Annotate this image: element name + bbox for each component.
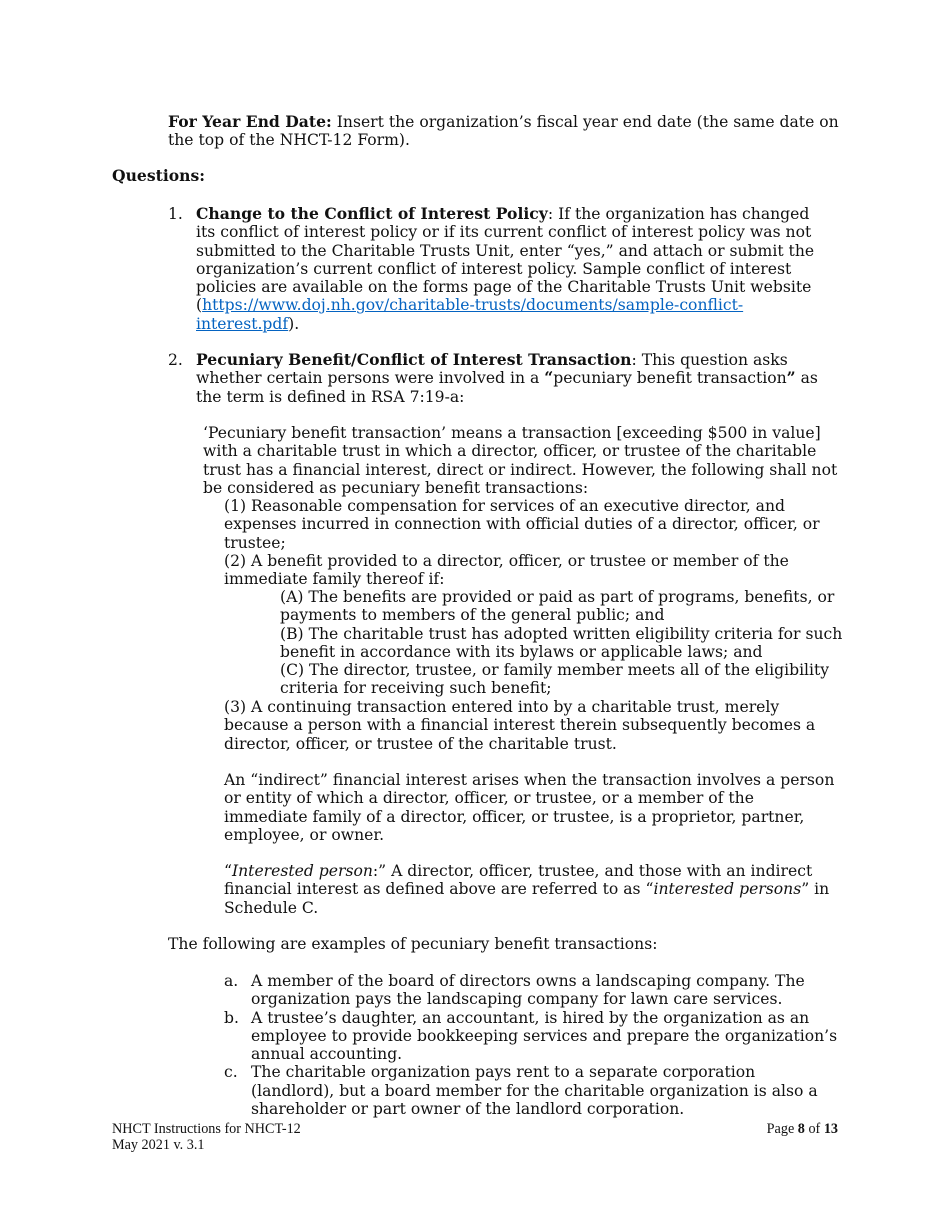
definition-intro: ‘Pecuniary benefit transaction’ means a transaction [exceeding $500 in value] with a charitable trust in which a director, officer, or trustee of the charitable trust has a financial interest, direct or indirect. However, the following shall not be considered as pecuniary benefit transactions: (203, 424, 838, 497)
year-end-label: For Year End Date: (168, 112, 332, 131)
list-item: b. A trustee’s daughter, an accountant, is hired by the organization as an employee to provide bookkeeping services and prepare the organization’s annual accounting. (224, 1008, 838, 1064)
year-end-text: Insert the organization’s fiscal year end date (the same date on the top of the NHCT-12 Form). (168, 113, 839, 150)
question-1-number: 1. (168, 205, 183, 223)
list-item: c. The charitable organization pays rent to a separate corporation (landlord), but a board member for the charitable organization is also a shareholder or part owner of the landlord corporation. (224, 1063, 818, 1119)
questions-heading: Questions: (112, 166, 206, 185)
definition-item-2: (2) A benefit provided to a director, officer, or trustee or member of the immediate family thereof if: (224, 552, 789, 589)
sample-policy-link[interactable]: https://www.doj.nh.gov/charitable-trusts/documents/sample-conflict-interest.pdf (196, 296, 744, 333)
definition-item-2a: (A) The benefits are provided or paid as part of programs, benefits, or payments to members of the general public; and (280, 588, 835, 625)
question-1-text: Change to the Conflict of Interest Policy: If the organization has changed its conflict of interest policy or if its current conflict of interest policy was not submitted to the Charitable Trusts Unit, enter “yes,” and attach or submit the organization’s current conflict of interest policy. Sample conflict of interest policies are available on the forms page of the Charitable Trusts Unit website (https://www.doj.nh.gov/charitable-trusts/documents/sample-conflict-interest.pdf). (196, 204, 815, 333)
definition-item-1: (1) Reasonable compensation for services of an executive director, and expenses incurred in connection with official duties of a director, officer, or trustee; (224, 497, 820, 552)
definition-item-2b: (B) The charitable trust has adopted written eligibility criteria for such benefit in accordance with its bylaws or applicable laws; and (280, 625, 843, 662)
interested-person-term: Interested person (231, 862, 373, 880)
question-1 (168, 205, 828, 333)
question-2-text: Pecuniary Benefit/Conflict of Interest Transaction: This question asks whether certain persons were involved in a “pecuniary benefit transaction” as the term is defined in RSA 7:19-a: (196, 350, 818, 406)
examples-intro: The following are examples of pecuniary benefit transactions: (168, 935, 658, 953)
list-item: a. A member of the board of directors owns a landscaping company. The organization pays the landscaping company for lawn care services. (224, 972, 805, 1009)
definition-item-2c: (C) The director, trustee, or family member meets all of the eligibility criteria for receiving such benefit; (280, 661, 830, 698)
question-2-title: Pecuniary Benefit/Conflict of Interest Transaction (196, 350, 632, 369)
footer-page-number: Page 8 of 13 (766, 1121, 838, 1137)
question-2-number: 2. (168, 351, 183, 369)
definition-item-3: (3) A continuing transaction entered into by a charitable trust, merely because a person with a financial interest therein subsequently becomes a director, officer, or trustee of the charitable trust. (224, 698, 816, 753)
footer-version: May 2021 v. 3.1 (112, 1137, 205, 1153)
examples-list (224, 972, 844, 1118)
question-1-title: Change to the Conflict of Interest Policy (196, 204, 548, 223)
interested-person-paragraph: “Interested person:” A director, officer, trustee, and those with an indirect financial interest as defined above are referred to as “interested persons” in Schedule C. (224, 862, 830, 917)
indirect-interest-paragraph: An “indirect” financial interest arises when the transaction involves a person or entity of which a director, officer, or trustee, or a member of the immediate family of a director, officer, or trustee, is a proprietor, partner, employee, or owner. (224, 771, 835, 844)
footer-left (112, 1121, 301, 1153)
footer-doc-title: NHCT Instructions for NHCT-12 (112, 1121, 301, 1137)
question-2 (168, 351, 828, 406)
year-end-paragraph (168, 113, 840, 150)
